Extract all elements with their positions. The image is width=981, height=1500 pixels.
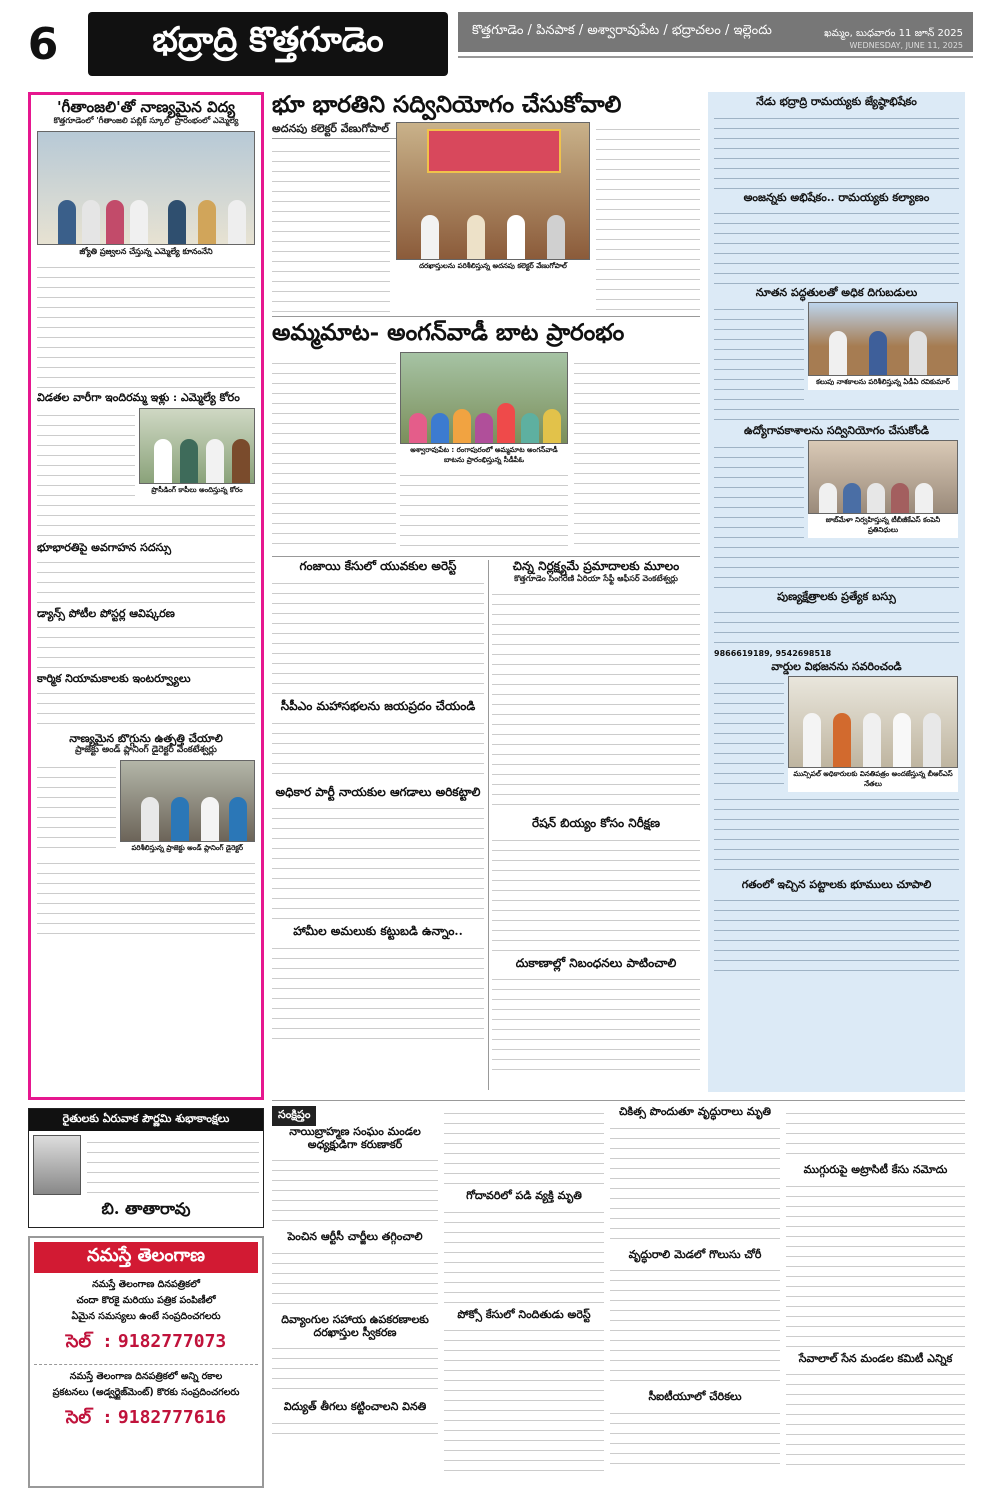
divyang-headline: దివ్యాంగుల సహాయ ఉపకరణాలకు దరఖాస్తుల స్వీకరణ xyxy=(281,1312,429,1339)
jobs-body xyxy=(714,440,804,540)
bus-headline: పుణ్యక్షేత్రాలకు ప్రత్యేక బస్సు xyxy=(777,589,896,603)
geetanjali-subhead: కొత్తగూడెంలో 'గీతాంజలి పబ్లిక్ స్కూల్' ప్రారంభంలో ఎమ్మెల్యే xyxy=(53,116,239,126)
left-news-column xyxy=(28,92,264,1100)
sevalal-body xyxy=(786,1367,965,1467)
date-telugu: ఖమ్మం, బుధవారం 11 జూన్ 2025 xyxy=(824,27,963,39)
jobs-headline: ఉద్యోగావకాశాలను సద్వినియోగం చేసుకోండి xyxy=(743,423,930,437)
ammamata-body-2 xyxy=(400,468,568,548)
geetanjali-headline: 'గీతాంజలి'తో నాణ్యమైన విద్య xyxy=(56,98,236,116)
indiramma-headline: విడతల వారీగా ఇందిరమ్మ ఇళ్లు : ఎమ్మెల్యే కోరం xyxy=(37,391,240,405)
farming-body-cont xyxy=(714,402,959,422)
advertiser-name: బి. తాతారావు xyxy=(101,1199,191,1218)
phone-label-1: సెల్ : xyxy=(65,1331,113,1352)
coal-subhead: ప్రాజెక్టు అండ్ ప్లానింగ్ డైరెక్టర్ వెంకటేశ్వర్లు xyxy=(75,745,217,756)
anjanna-headline: అంజన్నకు అభిషేకం.. రామయ్యకు కల్యాణం xyxy=(743,190,930,204)
bus-body xyxy=(714,605,959,649)
coal-photo xyxy=(120,760,255,842)
pocso-body xyxy=(444,1323,604,1473)
jyeshtabhishekam-headline: నేడు భద్రాద్రి రామయ్యకు జ్యేష్ఠాభిషేకం xyxy=(756,95,917,108)
wards-body xyxy=(714,676,784,786)
ads-line-1: నమస్తే తెలంగాణ దినపత్రికలో అన్ని రకాల xyxy=(69,1371,223,1382)
coal-headline: నాణ్యమైన బొగ్గును ఉత్పత్తి చేయాలి xyxy=(69,731,223,745)
ads-line-2: ప్రకటనలు (అడ్వర్టైజ్‌మెంట్) కొరకు సంప్రదించగలరు xyxy=(52,1387,240,1398)
cpm-body xyxy=(272,716,484,782)
ganja-headline: గంజాయి కేసులో యువకుల అరెస్ట్ xyxy=(299,560,457,573)
page-number: 6 xyxy=(27,18,59,70)
ammamata-story xyxy=(272,320,700,552)
muggurupai-body xyxy=(786,1179,965,1349)
nayee-body-cont xyxy=(444,1106,604,1186)
pension-headline: పెంచిన ఆర్టీసీ చార్జీలు తగ్గించాలి xyxy=(287,1230,423,1244)
center-lower-left xyxy=(272,560,484,1090)
negligence-body xyxy=(492,587,700,813)
namaste-line-1: నమస్తే తెలంగాణ దినపత్రికలో xyxy=(92,1279,200,1290)
namaste-line-2: చందా కొరకై మరియు పత్రిక పంపిణీలో xyxy=(76,1295,216,1306)
right-news-column xyxy=(708,92,965,1092)
bhoobharati-photo xyxy=(396,122,590,260)
farming-caption: కలుపు నాశకాలను పరిశీలిస్తున్న ఏడీఏ రవికుమార్ xyxy=(808,376,958,390)
geetanjali-photo xyxy=(37,131,255,245)
chikitsa-headline: చికిత్స పొందుతూ వృద్ధురాలు మృతి xyxy=(618,1106,771,1118)
pocso-headline: పోక్సో కేసులో నిందితుడు అరెస్ట్ xyxy=(457,1307,591,1321)
bhoobharati-byline: అదనపు కలెక్టర్ వేణుగోపాల్ xyxy=(272,122,422,139)
bhoobharati-body-2 xyxy=(596,122,700,312)
divyang-body xyxy=(272,1341,438,1397)
dance-headline: డ్యాన్స్ పోటీల పోస్టర్ల ఆవిష్కరణ xyxy=(37,606,175,620)
wards-body-cont xyxy=(714,792,959,876)
karmika-headline: కార్మిక నియామకాలకు ఇంటర్వ్యూలు xyxy=(37,672,191,686)
jobs-caption: జాబ్‌మేళా నిర్వహిస్తున్న టీబీజీకేఎస్ కంపెనీ ప్రతినిధులు xyxy=(808,514,958,538)
masthead-rule xyxy=(458,56,973,58)
officials-headline: అధికార పార్టీ నాయకుల ఆగడాలు అరికట్టాలి xyxy=(275,784,481,799)
coal-body xyxy=(37,760,116,856)
shops-body xyxy=(492,972,700,1072)
masthead xyxy=(8,6,973,82)
gold-headline: వృద్ధురాలి మెడలో గొలుసు చోరీ xyxy=(628,1247,762,1261)
ammamata-caption: అశ్వారావుపేట : రంగాపురంలో అమ్మమాట అంగన్‌వాడీ బాటను ప్రారంభిస్తున్న సీడీపీఓ xyxy=(400,444,568,468)
bhoobharati-caption: దరఖాస్తులను పరిశీలిస్తున్న అదనపు కలెక్టర్ వేణుగోపాల్ xyxy=(396,260,590,274)
jobs-body-cont xyxy=(714,540,959,588)
namaste-ad xyxy=(28,1236,264,1488)
farming-headline: నూతన పద్ధతులతో అధిక దిగుబడులు xyxy=(755,286,918,300)
officials-body xyxy=(272,801,484,921)
geetanjali-caption: జ్యోతి ప్రజ్వలన చేస్తున్న ఎమ్మెల్యే కూనంనేని xyxy=(37,245,255,260)
rythu-ad-body xyxy=(87,1135,259,1193)
godavari-body xyxy=(444,1205,604,1305)
pension-body xyxy=(272,1246,438,1310)
indiramma-photo xyxy=(139,408,255,484)
namaste-masthead: నమస్తే తెలంగాణ xyxy=(34,1242,258,1273)
bhoobharati-body-1 xyxy=(272,144,390,312)
jobs-photo xyxy=(808,440,958,514)
dateline xyxy=(824,18,963,58)
ammamata-body-3 xyxy=(574,356,700,552)
shops-headline: దుకాణాల్లో నిబంధనలు పాటించాలి xyxy=(515,955,677,970)
hamilu-body xyxy=(272,941,484,1041)
geetanjali-body xyxy=(37,260,255,388)
rythu-ad xyxy=(28,1108,264,1228)
negligence-headline: చిన్న నిర్లక్ష్యమే ప్రమాదాలకు మూలం xyxy=(512,560,680,573)
phone-number-2: 9182777616 xyxy=(117,1407,227,1428)
bus-phone-numbers: 9866619189, 9542698518 xyxy=(714,649,832,659)
center-lower-right xyxy=(492,560,700,1090)
bhoobharati-headline: భూ భారతిని సద్వినియోగం చేసుకోవాలి xyxy=(272,92,622,118)
gold-body xyxy=(610,1263,780,1387)
anjanna-body xyxy=(714,206,959,284)
godavari-headline: గోదావరిలో పడి వ్యక్తి మృతి xyxy=(466,1189,582,1202)
center-divider-2 xyxy=(272,556,700,557)
nayee-headline: నాయిబ్రాహ్మణ సంఘం మండల అధ్యక్షుడిగా కరుణాకర్ xyxy=(289,1125,421,1151)
right-bottom-lead-body xyxy=(786,1106,965,1160)
pattas-body xyxy=(714,893,959,973)
wards-headline: వార్డుల విభజనను సవరించండి xyxy=(771,660,902,674)
center-lower-rule xyxy=(488,560,489,1090)
bottom-news xyxy=(272,1106,965,1492)
farming-photo xyxy=(808,302,958,376)
hamilu-headline: హామీల అమలుకు కట్టుబడి ఉన్నాం.. xyxy=(293,924,463,939)
vidyut-headline: విద్యుత్ తీగలు కట్టించాలని వినతి xyxy=(283,1400,427,1414)
places-strip xyxy=(458,12,973,52)
indiramma-body xyxy=(37,408,135,496)
coal-caption: పరిశీలిస్తున్న ప్రాజెక్టు అండ్ ప్లానింగ్ డైరెక్టర్ xyxy=(120,842,255,856)
rythu-banner: రైతులకు ఏరువాక పౌర్ణమి శుభాకాంక్షలు xyxy=(29,1109,263,1131)
ammamata-photo xyxy=(400,352,568,444)
nayee-body xyxy=(272,1153,438,1227)
advertiser-photo xyxy=(33,1135,81,1195)
bhoobharati-story xyxy=(272,92,700,314)
farming-body xyxy=(714,302,804,402)
date-english: WEDNESDAY, JUNE 11, 2025 xyxy=(849,40,963,50)
phone-number-1: 9182777073 xyxy=(117,1331,227,1352)
namaste-line-3: ఏమైన సమస్యలు ఉంటే సంప్రదించగలరు xyxy=(71,1311,221,1322)
chikitsa-body xyxy=(610,1121,780,1245)
wards-caption: మున్సిపల్ అధికారులకు వినతిపత్రం అందజేస్తున్న బీఆర్ఎస్ నేతలు xyxy=(788,768,958,792)
cpm-headline: సీపీఎం మహాసభలను జయప్రదం చేయండి xyxy=(280,698,476,713)
ganja-body xyxy=(272,576,484,696)
indiramma-body-cont xyxy=(37,498,255,538)
indiramma-caption: ప్రొసీడింగ్ కాపీలు అందిస్తున్న కోరం xyxy=(139,484,255,498)
ration-headline: రేషన్ బియ్యం కోసం నిరీక్షణ xyxy=(532,815,660,830)
ammamata-body-1 xyxy=(272,356,396,552)
citu-headline: సీఐటీయూలో చేరికలు xyxy=(648,1390,742,1404)
phone-label-2: సెల్ : xyxy=(65,1407,113,1428)
pattas-headline: గతంలో ఇచ్చిన పట్టాలకు భూములు చూపాలి xyxy=(741,877,932,891)
ammamata-headline: అమ్మమాట- అంగన్‌వాడీ బాట ప్రారంభం xyxy=(272,320,625,346)
negligence-subhead: కొత్తగూడెం సింగరేణి ఏరియా సేఫ్టీ ఆఫీసర్ వెంకటేశ్వర్లు xyxy=(514,573,678,583)
places-list: కొత్తగూడెం / పినపాక / అశ్వారావుపేట / భద్రాచలం / ఇల్లెందు xyxy=(472,23,772,38)
bhoo-headline: భూభారతిపై అవగాహన సదస్సు xyxy=(37,540,172,554)
vidyut-body xyxy=(272,1416,438,1438)
dance-body xyxy=(37,620,255,670)
karmika-body xyxy=(37,686,255,730)
ration-body xyxy=(492,833,700,953)
sevalal-headline: సేవాలాల్ సేన మండల కమిటీ ఎన్నిక xyxy=(798,1351,953,1365)
wards-photo xyxy=(788,676,958,768)
citu-body xyxy=(610,1406,780,1466)
muggurupai-headline: ముగ్గురుపై అట్రాసిటీ కేసు నమోదు xyxy=(803,1163,948,1176)
bhoo-body xyxy=(37,555,255,605)
bottom-divider xyxy=(272,1100,965,1101)
center-divider-1 xyxy=(272,316,700,317)
edition-title: భద్రాద్రి కొత్తగూడెం xyxy=(88,12,448,76)
coal-body-cont xyxy=(37,856,255,936)
jyeshtabhishekam-body xyxy=(714,111,959,189)
sankshiptam-label: సంక్షిప్తం xyxy=(272,1106,316,1126)
